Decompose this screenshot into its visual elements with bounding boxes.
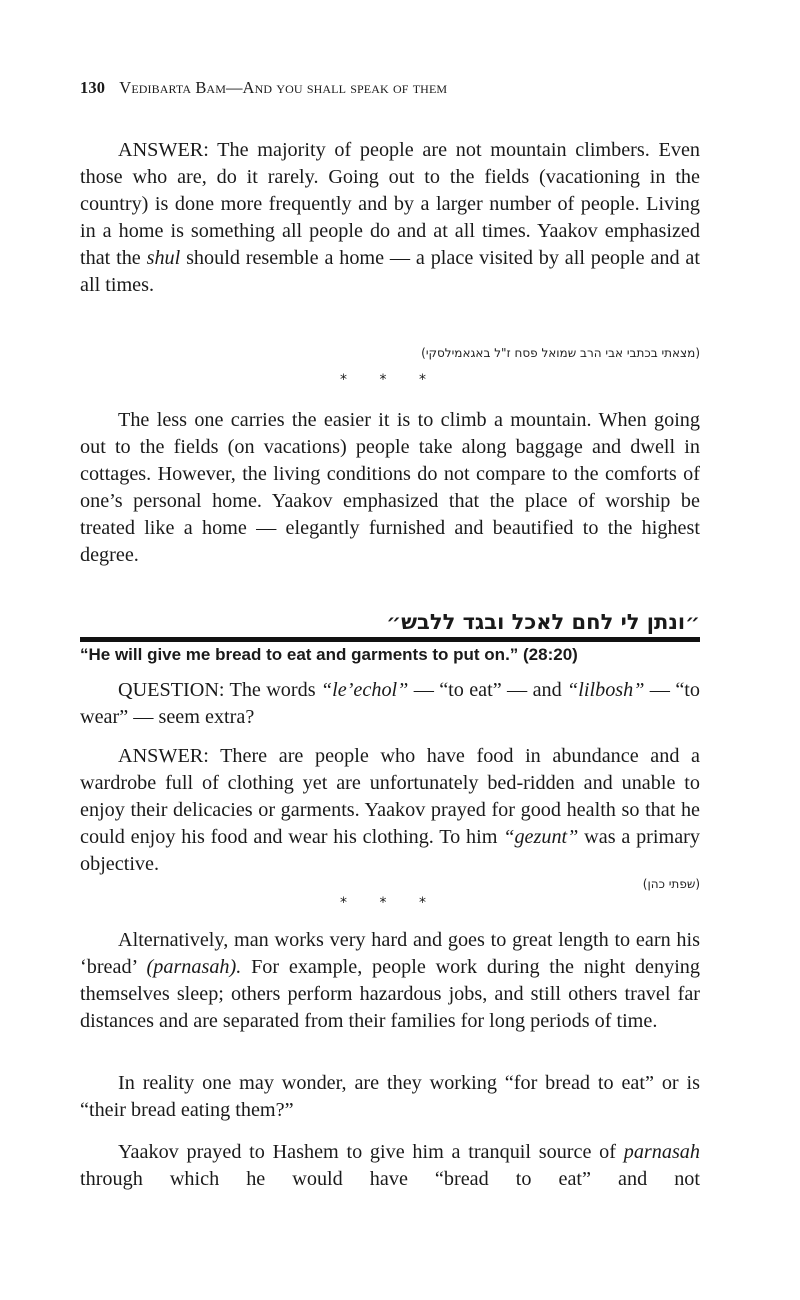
term-gezunt: “gezunt” (503, 826, 579, 848)
term-leechol: “le’echol” (320, 679, 409, 701)
page-number: 130 (80, 78, 106, 97)
section-divider-stars-2: * * * (340, 895, 440, 911)
term-parnasah: (parnasah). (146, 956, 242, 978)
answer-paragraph-2: ANSWER: There are people who have food in abundance and a wardrobe full of clothing yet are unfortunately bed-ridden and unable to enjoy their delicacies or garments. Yaakov prayed for good health so that he could enjoy his food and wear his clothing. To him “gezunt” was a primary objective. (80, 745, 700, 875)
paragraph-yaakov-prayed: Yaakov prayed to Hashem to give him a tranquil source of parnasah through which he would have “bread to eat” and not (80, 1141, 700, 1190)
paragraph-mountain: The less one carries the easier it is to climb a mountain. When going out to the fields (on vacations) people take along baggage and dwell in cottages. However, the living conditions do not compare to the comforts of one’s personal home. Yaakov emphasized that the place of worship be treated like a home — elegantly furnished and beautified to the highest degree. (80, 409, 700, 566)
source-citation: (מצאתי בכתבי אבי הרב שמואל פסח ז"ל באגאמילסקי) (421, 346, 700, 360)
book-page (80, 0, 700, 1300)
answer-paragraph-1: ANSWER: The majority of people are not mountain climbers. Even those who are, do it rarely. Going out to the fields (vacationing in the country) is done more frequently and by a larger number of people. Living in a home is something all people do and at all times. Yaakov emphasized that the shul should resemble a home — a place visited by all people and at all times. (80, 139, 700, 296)
running-header (80, 78, 447, 98)
source-citation-2: (שפתי כהן) (642, 877, 700, 891)
term-parnasah-2: parnasah (623, 1141, 700, 1163)
hebrew-verse-title: ״ונתן לי לחם לאכל ובגד ללבש״ (386, 610, 700, 634)
question-paragraph: QUESTION: The words “le’echol” — “to eat” — and “lilbosh” — “to wear” — seem extra? (80, 679, 700, 728)
section-divider-stars: * * * (340, 372, 440, 388)
paragraph-reality: In reality one may wonder, are they working “for bread to eat” or is “their bread eating them?” (80, 1072, 700, 1121)
term-shul: shul (146, 247, 181, 269)
paragraph-alternatively: Alternatively, man works very hard and goes to great length to earn his ‘bread’ (parnasah). For example, people work during the night denying themselves sleep; others perform hazardous jobs, and still others travel far distances and are separated from their families for long periods of time. (80, 929, 700, 1032)
running-title: Vedibarta Bam—And you shall speak of them (119, 78, 448, 97)
term-lilbosh: “lilbosh” (567, 679, 645, 701)
title-rule (80, 637, 700, 642)
english-verse-title: “He will give me bread to eat and garments to put on.” (28:20) (80, 645, 578, 664)
